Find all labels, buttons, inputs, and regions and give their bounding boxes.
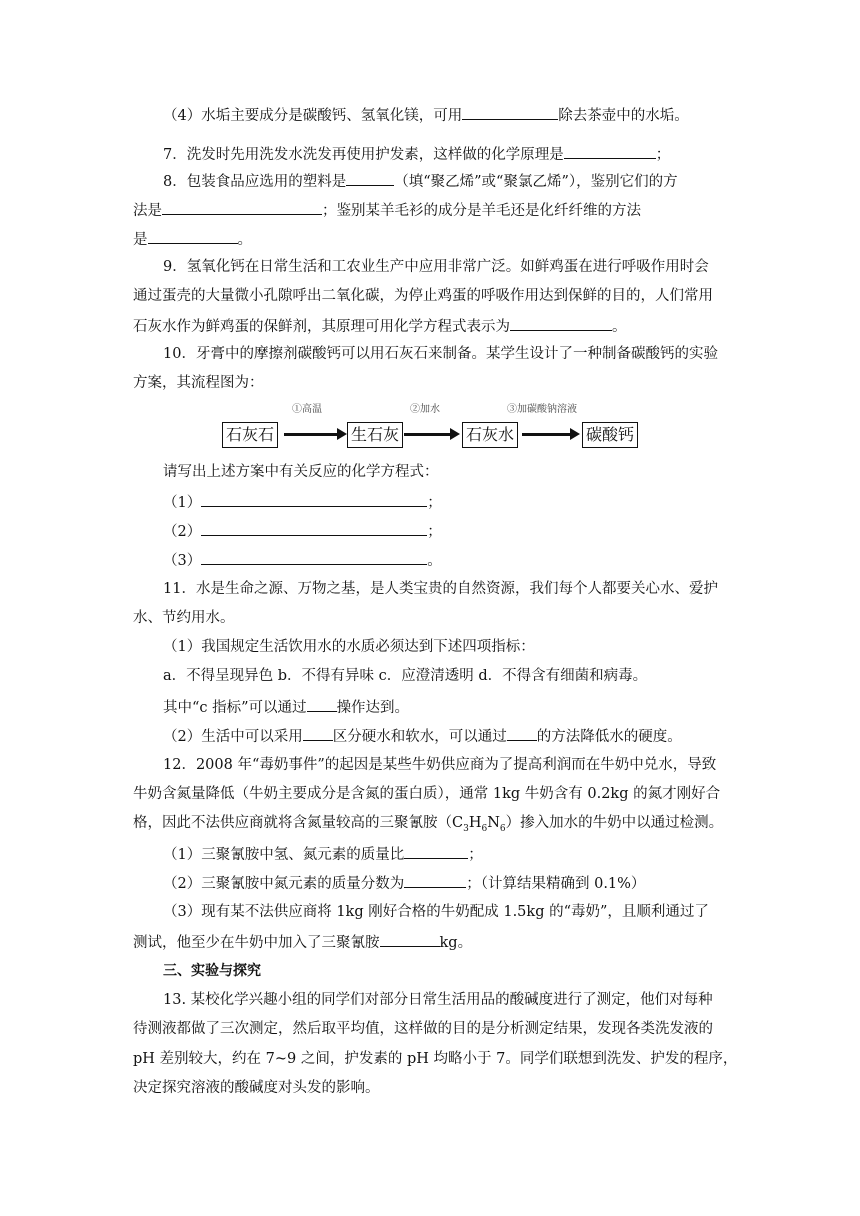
q8-text-2b: ；鉴别某羊毛衫的成分是羊毛还是化纤纤维的方法	[322, 203, 641, 219]
q12-line1: 12．2008 年“毒奶事件”的起因是某些牛奶供应商为了提高利润而在牛奶中兑水，导致	[163, 757, 717, 773]
q11-sub2-blank2[interactable]	[507, 725, 537, 741]
q11-sub2-text: （2）生活中可以采用	[163, 729, 303, 745]
flow-step-2-label: ②加水	[410, 404, 440, 415]
flow-diagram	[222, 400, 642, 450]
q7-text: 7．洗发时先用洗发水洗发再使用护发素，这样做的化学原理是	[163, 147, 564, 163]
q8-text-cont: （填“聚乙烯”或“聚氯乙烯”），鉴别它们的方	[394, 174, 678, 190]
q12-sub2-end: ；（计算结果精确到 0.1%）	[466, 876, 646, 892]
q10-answer-2-blank[interactable]	[201, 520, 427, 536]
q11-c-blank[interactable]	[307, 696, 337, 712]
q10-line2: 方案，其流程图为：	[133, 375, 264, 391]
q10-answer-1-end: ；	[427, 495, 442, 511]
q4-text-end: 除去茶壶中的水垢。	[558, 108, 689, 124]
formula-h: H	[468, 815, 482, 831]
q8-text-3a: 是	[133, 232, 148, 248]
q10-answer-1	[163, 491, 442, 513]
q10-line1: 10．牙膏中的摩擦剂碳酸钙可以用石灰石来制备。某学生设计了一种制备碳酸钙的实验	[163, 346, 718, 362]
q9-line3	[133, 315, 627, 337]
q11-c-line	[163, 696, 409, 718]
q10-prompt: 请写出上述方案中有关反应的化学方程式：	[163, 464, 439, 480]
q11-sub2	[163, 725, 682, 747]
q8-text: 8．包装食品应选用的塑料是	[163, 174, 347, 190]
q12-sub3-end: kg。	[439, 935, 473, 951]
q10-answer-3-end: 。	[427, 553, 442, 569]
q12-sub3-line1: （3）现有某不法供应商将 1kg 刚好合格的牛奶配成 1.5kg 的“毒奶”，且顺利通过了	[163, 904, 709, 920]
q12-sub3-text: 测试，他至少在牛奶中加入了三聚氰胺	[133, 935, 380, 951]
q13-line4: 决定探究溶液的酸碱度对头发的影响。	[133, 1080, 380, 1096]
q8-blank-plastic[interactable]	[346, 170, 394, 186]
q12-line2: 牛奶含氮量降低（牛奶主要成分是含氮的蛋白质），通常 1kg 牛奶含有 0.2kg 的氮才刚好合	[133, 786, 721, 802]
formula-sub-h: 6	[481, 823, 488, 834]
q12-sub2	[163, 872, 645, 894]
flow-arrow-1	[284, 433, 339, 436]
q4-answer-blank[interactable]	[462, 104, 558, 120]
flow-node-calcium-carbonate: 碳酸钙	[582, 422, 638, 448]
q9-text: 石灰水作为鲜鸡蛋的保鲜剂，其原理可用化学方程式表示为	[133, 319, 510, 335]
q10-answer-1-blank[interactable]	[201, 491, 427, 507]
flow-arrow-2	[404, 433, 452, 436]
section-title: 三、实验与探究	[163, 963, 261, 979]
q12-sub1-blank[interactable]	[404, 843, 468, 859]
q11-sub2-blank1[interactable]	[303, 725, 333, 741]
q13-line2: 待测液都做了三次测定，然后取平均值，这样做的目的是分析测定结果，发现各类洗发液的	[133, 1021, 713, 1037]
q10-answer-2-label: （2）	[163, 524, 202, 540]
q11-sub2-text-end: 的方法降低水的硬度。	[536, 729, 682, 745]
q9-line1: 9．氢氧化钙在日常生活和工农业生产中应用非常广泛。如鲜鸡蛋在进行呼吸作用时会	[163, 259, 709, 275]
q12-sub2-text: （2）三聚氰胺中氮元素的质量分数为	[163, 876, 405, 892]
q9-text-end: 。	[612, 319, 627, 335]
q12-sub1	[163, 843, 483, 865]
q8-text-3b: 。	[237, 232, 252, 248]
q10-answer-3-label: （3）	[163, 553, 202, 569]
q8-line3	[133, 228, 252, 250]
flow-node-limestone: 石灰石	[222, 422, 278, 448]
flow-step-1-label: ①高温	[292, 404, 322, 415]
q7-text-end: ；	[655, 147, 671, 163]
q4-line	[163, 104, 689, 126]
q9-line2: 通过蛋壳的大量微小孔隙呼出二氧化碳，为停止鸡蛋的呼吸作用达到保鲜的目的，人们常用	[133, 288, 713, 304]
q8-line2	[133, 199, 641, 221]
flow-node-limewater: 石灰水	[462, 422, 518, 448]
q11-sub2-text-mid: 区分硬水和软水，可以通过	[332, 729, 507, 745]
q12-text-end: ）掺入加水的牛奶中以通过检测。	[505, 815, 724, 831]
q8-blank-method[interactable]	[162, 199, 322, 215]
q9-answer-blank[interactable]	[510, 315, 612, 331]
q11-line1: 11．水是生命之源、万物之基，是人类宝贵的自然资源，我们每个人都要关心水、爱护	[163, 581, 718, 597]
formula-n: N	[487, 815, 500, 831]
q4-text: （4）水垢主要成分是碳酸钙、氢氧化镁，可用	[163, 108, 463, 124]
formula-sub-c: 3	[463, 823, 469, 834]
q11-c-text-end: 操作达到。	[336, 700, 410, 716]
q7-answer-blank[interactable]	[564, 143, 656, 159]
q10-answer-3	[163, 549, 442, 571]
q11-sub1: （1）我国规定生活饮用水的水质必须达到下述四项指标：	[163, 639, 535, 655]
q10-answer-1-label: （1）	[163, 495, 202, 511]
q11-c-text: 其中“c 指标”可以通过	[163, 700, 307, 716]
q12-sub3-line2	[133, 931, 472, 953]
q10-answer-2	[163, 520, 442, 542]
q7-line	[163, 143, 670, 165]
q13-line1: 13. 某校化学兴趣小组的同学们对部分日常生活用品的酸碱度进行了测定，他们对每种	[163, 992, 713, 1008]
flow-arrow-3	[522, 433, 572, 436]
q12-text: 格，因此不法供应商就将含氮量较高的三聚氰胺（C	[133, 815, 464, 831]
q8-blank-wool[interactable]	[148, 228, 238, 244]
q12-sub2-blank[interactable]	[404, 872, 466, 888]
q12-sub1-text: （1）三聚氰胺中氢、氮元素的质量比	[163, 847, 405, 863]
q8-line1	[163, 170, 678, 192]
flow-node-quicklime: 生石灰	[347, 422, 403, 448]
q11-line2: 水、节约用水。	[133, 610, 235, 626]
formula-sub-n: 6	[499, 823, 506, 834]
q8-text-2a: 法是	[133, 203, 162, 219]
q11-criteria: a．不得呈现异色 b．不得有异味 c．应澄清透明 d．不得含有细菌和病毒。	[163, 668, 648, 684]
flow-step-3-label: ③加碳酸钠溶液	[507, 404, 577, 415]
q10-answer-3-blank[interactable]	[201, 549, 427, 565]
q12-sub1-end: ；	[468, 847, 483, 863]
q12-line3	[133, 813, 723, 833]
q12-sub3-blank[interactable]	[380, 931, 440, 947]
q13-line3: pH 差别较大，约在 7~9 之间，护发素的 pH 均略小于 7。同学们联想到洗发、护发的程序，	[133, 1051, 738, 1067]
q10-answer-2-end: ；	[427, 524, 442, 540]
